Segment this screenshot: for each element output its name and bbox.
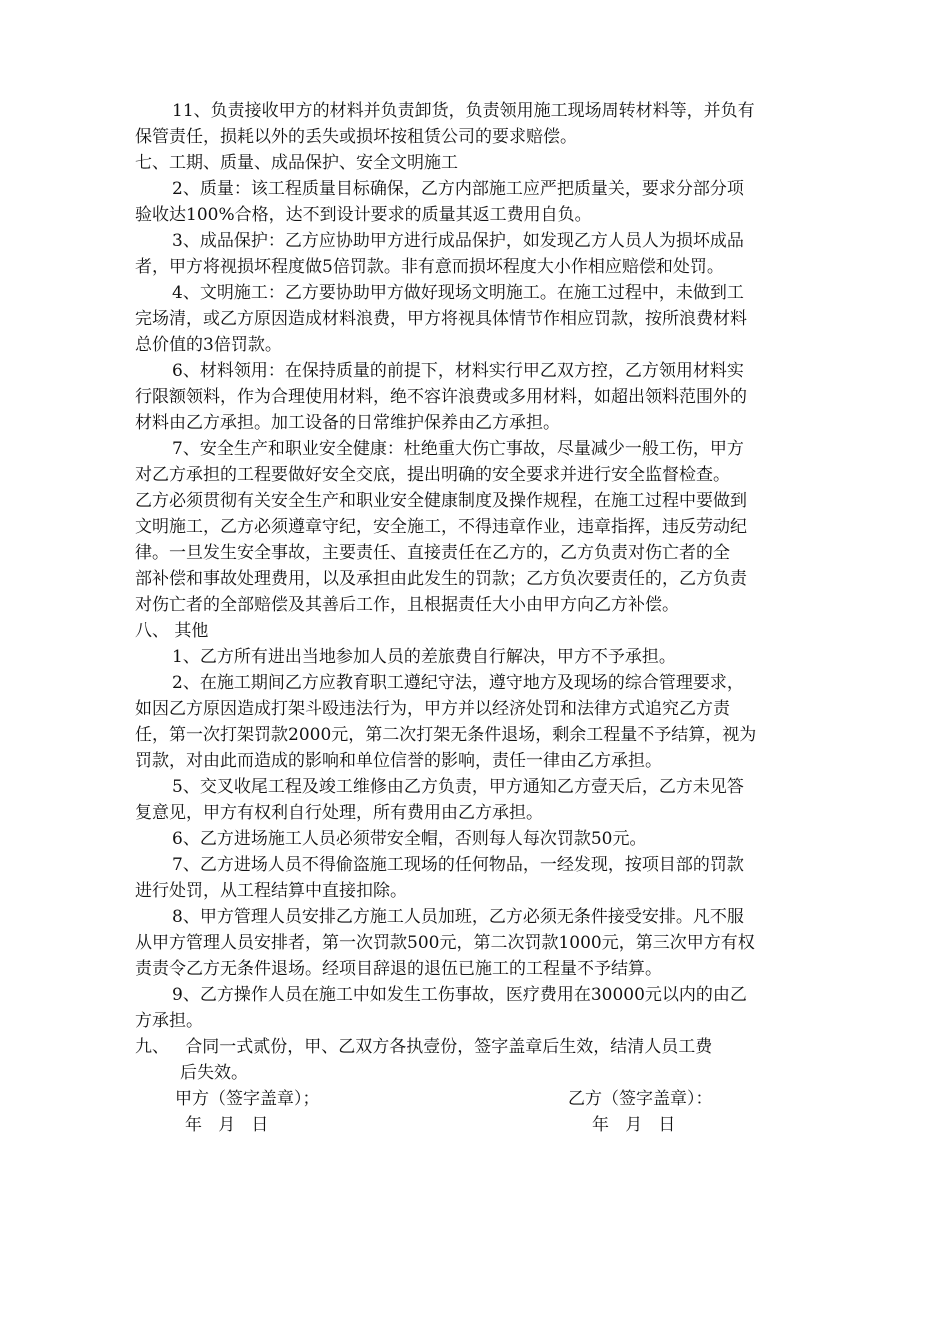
- party-a-date: 年 月 日: [185, 1115, 269, 1135]
- paragraph-line: 保管责任，损耗以外的丢失或损坏按租赁公司的要求赔偿。: [135, 127, 577, 147]
- paragraph-line: 1、乙方所有进出当地参加人员的差旅费自行解决，甲方不予承担。: [172, 647, 676, 667]
- paragraph-line: 7、安全生产和职业安全健康：杜绝重大伤亡事故，尽量减少一般工伤，甲方: [172, 439, 744, 459]
- paragraph-line: 6、材料领用：在保持质量的前提下，材料实行甲乙双方控，乙方领用材料实: [172, 361, 744, 381]
- paragraph-line: 部补偿和事故处理费用，以及承担由此发生的罚款；乙方负次要责任的，乙方负责: [135, 569, 747, 589]
- party-a-signature-label: 甲方（签字盖章）；: [175, 1089, 320, 1109]
- paragraph-line: 任，第一次打架罚款2000元，第二次打架无条件退场，剩余工程量不予结算，视为: [135, 725, 757, 745]
- party-b-signature-label: 乙方（签字盖章）：: [568, 1089, 713, 1109]
- section-heading: 八、 其他: [135, 621, 209, 641]
- paragraph-line: 9、乙方操作人员在施工中如发生工伤事故，医疗费用在30000元以内的由乙: [172, 985, 747, 1005]
- paragraph-line: 7、乙方进场人员不得偷盗施工现场的任何物品，一经发现，按项目部的罚款: [172, 855, 744, 875]
- paragraph-line: 2、质量：该工程质量目标确保，乙方内部施工应严把质量关，要求分部分项: [172, 179, 744, 199]
- paragraph-line: 方承担。: [135, 1011, 203, 1031]
- party-b-date: 年 月 日: [592, 1115, 676, 1135]
- paragraph-line: 者，甲方将视损坏程度做5倍罚款。非有意而损坏程度大小作相应赔偿和处罚。: [135, 257, 724, 277]
- section-heading: 七、工期、质量、成品保护、安全文明施工: [135, 153, 458, 173]
- paragraph-line: 责责令乙方无条件退场。经项目辞退的退伍已施工的工程量不予结算。: [135, 959, 662, 979]
- section-heading: 九、 合同一式贰份，甲、乙双方各执壹份，签字盖章后生效，结清人员工费: [135, 1037, 713, 1057]
- paragraph-line: 5、交叉收尾工程及竣工维修由乙方负责，甲方通知乙方壹天后，乙方未见答: [172, 777, 744, 797]
- paragraph-line: 验收达100%合格，达不到设计要求的质量其返工费用自负。: [135, 205, 592, 225]
- paragraph-line: 如因乙方原因造成打架斗殴违法行为，甲方并以经济处罚和法律方式追究乙方责: [135, 699, 730, 719]
- paragraph-line: 罚款，对由此而造成的影响和单位信誉的影响，责任一律由乙方承担。: [135, 751, 662, 771]
- paragraph-line: 律。一旦发生安全事故，主要责任、直接责任在乙方的，乙方负责对伤亡者的全: [135, 543, 730, 563]
- paragraph-line: 进行处罚，从工程结算中直接扣除。: [135, 881, 407, 901]
- paragraph-line: 8、甲方管理人员安排乙方施工人员加班，乙方必须无条件接受安排。凡不服: [172, 907, 744, 927]
- paragraph-line: 3、成品保护：乙方应协助甲方进行成品保护，如发现乙方人员人为损坏成品: [172, 231, 744, 251]
- paragraph-line: 文明施工，乙方必须遵章守纪，安全施工，不得违章作业，违章指挥，违反劳动纪: [135, 517, 747, 537]
- paragraph-line: 11、负责接收甲方的材料并负责卸货，负责领用施工现场周转材料等，并负有: [172, 101, 755, 121]
- paragraph-line: 总价值的3倍罚款。: [135, 335, 282, 355]
- paragraph-line: 乙方必须贯彻有关安全生产和职业安全健康制度及操作规程，在施工过程中要做到: [135, 491, 747, 511]
- paragraph-line: 6、乙方进场施工人员必须带安全帽，否则每人每次罚款50元。: [172, 829, 647, 849]
- paragraph-line: 2、在施工期间乙方应教育职工遵纪守法，遵守地方及现场的综合管理要求，: [172, 673, 744, 693]
- paragraph-line: 对伤亡者的全部赔偿及其善后工作，且根据责任大小由甲方向乙方补偿。: [135, 595, 679, 615]
- paragraph-line: 对乙方承担的工程要做好安全交底，提出明确的安全要求并进行安全监督检查。: [135, 465, 730, 485]
- paragraph-line: 行限额领料，作为合理使用材料，绝不容许浪费或多用材料，如超出领料范围外的: [135, 387, 747, 407]
- paragraph-line: 从甲方管理人员安排者，第一次罚款500元，第二次罚款1000元，第三次甲方有权: [135, 933, 755, 953]
- paragraph-line: 材料由乙方承担。加工设备的日常维护保养由乙方承担。: [135, 413, 560, 433]
- paragraph-line: 4、文明施工：乙方要协助甲方做好现场文明施工。在施工过程中，未做到工: [172, 283, 744, 303]
- paragraph-line: 完场清，或乙方原因造成材料浪费，甲方将视具体情节作相应罚款，按所浪费材料: [135, 309, 747, 329]
- paragraph-line: 后失效。: [180, 1063, 248, 1083]
- paragraph-line: 复意见，甲方有权利自行处理，所有费用由乙方承担。: [135, 803, 543, 823]
